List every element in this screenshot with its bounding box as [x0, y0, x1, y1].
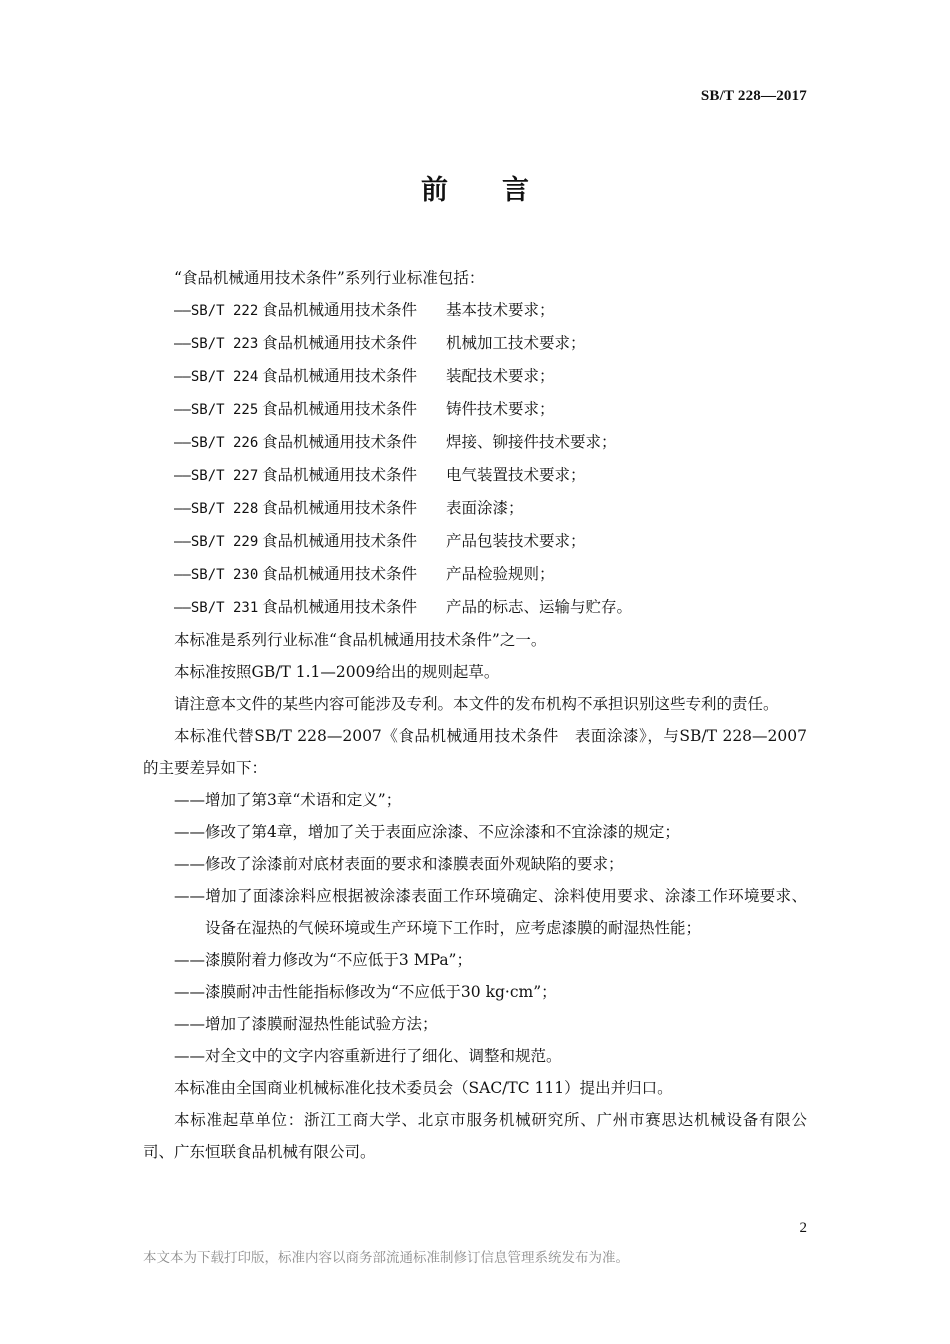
list-item: ——对全文中的文字内容重新进行了细化、调整和规范。	[174, 1047, 562, 1065]
series-code: ——SB/T 225	[174, 402, 259, 418]
changes-list	[143, 784, 807, 1072]
series-code: ——SB/T 224	[174, 369, 259, 385]
replacement-paragraph: 本标准代替SB/T 228—2007《食品机械通用技术条件 表面涂漆》，与SB/T 228—2007的主要差异如下：	[143, 727, 807, 777]
series-code: ——SB/T 223	[174, 336, 259, 352]
list-item: ——修改了涂漆前对底材表面的要求和漆膜表面外观缺陷的要求；	[174, 855, 624, 873]
drafting-rule-paragraph: 本标准按照GB/T 1.1—2009给出的规则起草。	[174, 663, 500, 681]
list-item: ——漆膜附着力修改为“不应低于3 MPa”；	[174, 951, 472, 969]
list-item	[143, 525, 807, 558]
list-item	[143, 327, 807, 360]
series-code: ——SB/T 230	[174, 567, 259, 583]
series-code: ——SB/T 228	[174, 501, 259, 517]
list-item	[143, 591, 807, 624]
series-part: 铸件技术要求；	[446, 400, 555, 418]
footer-note: 本文本为下载打印版，标准内容以商务部流通标准制修订信息管理系统发布为准。	[143, 1250, 629, 1266]
list-item	[143, 294, 807, 327]
series-code: ——SB/T 227	[174, 468, 259, 484]
series-name: 食品机械通用技术条件	[262, 466, 418, 484]
page-title: 前言	[421, 175, 583, 206]
series-part: 装配技术要求；	[446, 367, 555, 385]
series-part: 产品检验规则；	[446, 565, 555, 583]
list-item	[143, 393, 807, 426]
series-part: 产品包装技术要求；	[446, 532, 586, 550]
series-part: 机械加工技术要求；	[446, 334, 586, 352]
series-code: ——SB/T 231	[174, 600, 259, 616]
series-list	[143, 294, 807, 624]
list-item	[143, 360, 807, 393]
series-name: 食品机械通用技术条件	[262, 598, 418, 616]
patent-notice-paragraph: 请注意本文件的某些内容可能涉及专利。本文件的发布机构不承担识别这些专利的责任。	[174, 695, 779, 713]
list-item	[143, 459, 807, 492]
list-item: ——增加了第3章“术语和定义”；	[174, 791, 402, 809]
series-code: ——SB/T 226	[174, 435, 259, 451]
series-name: 食品机械通用技术条件	[262, 565, 418, 583]
series-name: 食品机械通用技术条件	[262, 367, 418, 385]
series-intro: “食品机械通用技术条件”系列行业标准包括：	[174, 269, 485, 287]
series-code: ——SB/T 229	[174, 534, 259, 550]
series-part: 焊接、铆接件技术要求；	[446, 433, 617, 451]
list-item	[143, 558, 807, 591]
list-item: ——增加了漆膜耐湿热性能试验方法；	[174, 1015, 438, 1033]
list-item: ——漆膜耐冲击性能指标修改为“不应低于30 kg·cm”；	[174, 983, 557, 1001]
series-name: 食品机械通用技术条件	[262, 499, 418, 517]
series-member-paragraph: 本标准是系列行业标准“食品机械通用技术条件”之一。	[174, 631, 547, 649]
series-part: 电气装置技术要求；	[446, 466, 586, 484]
drafters-paragraph: 本标准起草单位：浙江工商大学、北京市服务机械研究所、广州市赛思达机械设备有限公司、广东恒联食品机械有限公司。	[143, 1111, 807, 1161]
series-code: ——SB/T 222	[174, 303, 259, 319]
series-name: 食品机械通用技术条件	[262, 400, 418, 418]
proposer-paragraph: 本标准由全国商业机械标准化技术委员会（SAC/TC 111）提出并归口。	[174, 1079, 673, 1097]
series-name: 食品机械通用技术条件	[262, 301, 418, 319]
list-item	[143, 426, 807, 459]
list-item	[143, 492, 807, 525]
series-part: 产品的标志、运输与贮存。	[446, 598, 633, 616]
series-part: 基本技术要求；	[446, 301, 555, 319]
list-item: ——修改了第4章，增加了关于表面应涂漆、不应涂漆和不宜涂漆的规定；	[174, 823, 680, 841]
series-name: 食品机械通用技术条件	[262, 532, 418, 550]
series-name: 食品机械通用技术条件	[262, 334, 418, 352]
page-number: 2	[799, 1220, 807, 1236]
series-part: 表面涂漆；	[446, 499, 524, 517]
list-item: ——增加了面漆涂料应根据被涂漆表面工作环境确定、涂料使用要求、涂漆工作环境要求、设备在湿热的气候环境或生产环境下工作时，应考虑漆膜的耐湿热性能；	[174, 887, 807, 937]
standard-code: SB/T 228—2017	[700, 88, 807, 104]
document-body	[143, 262, 807, 1168]
series-name: 食品机械通用技术条件	[262, 433, 418, 451]
